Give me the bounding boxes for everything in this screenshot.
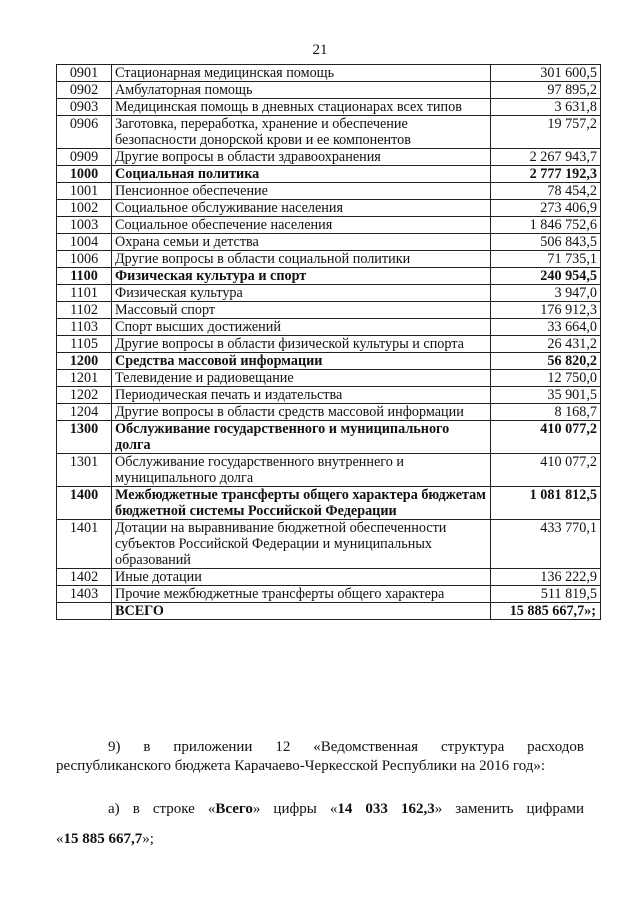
paragraph-a-new-value: 15 885 667,7 bbox=[63, 831, 143, 847]
table-row bbox=[57, 353, 601, 370]
table-row bbox=[57, 487, 601, 520]
table-row bbox=[57, 217, 601, 234]
total-code-cell bbox=[57, 603, 112, 620]
paragraph-a-row-label: Всего bbox=[215, 801, 253, 817]
row-amount: 71 735,1 bbox=[491, 251, 601, 268]
row-amount: 26 431,2 bbox=[491, 336, 601, 353]
row-code: 0902 bbox=[57, 82, 112, 99]
row-amount: 301 600,5 bbox=[491, 65, 601, 82]
row-name: Охрана семьи и детства bbox=[112, 234, 491, 251]
row-name: Пенсионное обеспечение bbox=[112, 183, 491, 200]
table-row bbox=[57, 183, 601, 200]
paragraph-a-line2-prefix: « bbox=[56, 831, 64, 847]
row-name: Обслуживание государственного внутреннего и муниципального долга bbox=[112, 454, 491, 487]
paragraph-a-old-value: 14 033 162,3 bbox=[337, 801, 435, 817]
table-row bbox=[57, 82, 601, 99]
row-amount: 1 081 812,5 bbox=[491, 487, 601, 520]
row-code: 1101 bbox=[57, 285, 112, 302]
table-row bbox=[57, 370, 601, 387]
row-name: Другие вопросы в области здравоохранения bbox=[112, 149, 491, 166]
row-name: Периодическая печать и издательства bbox=[112, 387, 491, 404]
row-name: Медицинская помощь в дневных стационарах всех типов bbox=[112, 99, 491, 116]
row-amount: 1 846 752,6 bbox=[491, 217, 601, 234]
row-amount: 12 750,0 bbox=[491, 370, 601, 387]
row-code: 1001 bbox=[57, 183, 112, 200]
row-name: Физическая культура и спорт bbox=[112, 268, 491, 285]
row-amount: 240 954,5 bbox=[491, 268, 601, 285]
paragraph-a-line2 bbox=[56, 830, 584, 848]
table-row bbox=[57, 200, 601, 217]
row-name: Социальное обеспечение населения bbox=[112, 217, 491, 234]
total-label: ВСЕГО bbox=[112, 603, 491, 620]
budget-table bbox=[56, 64, 601, 620]
row-code: 1204 bbox=[57, 404, 112, 421]
row-name: Социальное обслуживание населения bbox=[112, 200, 491, 217]
row-amount: 56 820,2 bbox=[491, 353, 601, 370]
row-code: 1003 bbox=[57, 217, 112, 234]
table-row bbox=[57, 149, 601, 166]
row-code: 1402 bbox=[57, 569, 112, 586]
row-name: Заготовка, переработка, хранение и обеспечение безопасности донорской крови и ее компонентов bbox=[112, 116, 491, 149]
paragraph-a-middle: » цифры « bbox=[252, 801, 338, 817]
row-code: 0909 bbox=[57, 149, 112, 166]
row-amount: 410 077,2 bbox=[491, 454, 601, 487]
table-row bbox=[57, 285, 601, 302]
row-name: Обслуживание государственного и муниципального долга bbox=[112, 421, 491, 454]
table-row bbox=[57, 251, 601, 268]
table-row bbox=[57, 65, 601, 82]
row-amount: 8 168,7 bbox=[491, 404, 601, 421]
row-amount: 35 901,5 bbox=[491, 387, 601, 404]
row-code: 1202 bbox=[57, 387, 112, 404]
row-amount: 433 770,1 bbox=[491, 520, 601, 569]
row-code: 1301 bbox=[57, 454, 112, 487]
table-row bbox=[57, 319, 601, 336]
total-row bbox=[57, 603, 601, 620]
row-code: 1004 bbox=[57, 234, 112, 251]
row-code: 1200 bbox=[57, 353, 112, 370]
row-code: 0906 bbox=[57, 116, 112, 149]
table-row bbox=[57, 421, 601, 454]
table-row bbox=[57, 404, 601, 421]
row-code: 1002 bbox=[57, 200, 112, 217]
row-amount: 410 077,2 bbox=[491, 421, 601, 454]
row-code: 1006 bbox=[57, 251, 112, 268]
row-amount: 136 222,9 bbox=[491, 569, 601, 586]
row-amount: 19 757,2 bbox=[491, 116, 601, 149]
paragraph-a-line2-suffix: »; bbox=[142, 831, 154, 847]
row-amount: 78 454,2 bbox=[491, 183, 601, 200]
table-row bbox=[57, 268, 601, 285]
row-code: 1400 bbox=[57, 487, 112, 520]
row-amount: 506 843,5 bbox=[491, 234, 601, 251]
row-name: Другие вопросы в области средств массовой информации bbox=[112, 404, 491, 421]
row-name: Другие вопросы в области физической культуры и спорта bbox=[112, 336, 491, 353]
paragraph-a-prefix: а) в строке « bbox=[108, 801, 216, 817]
table-row bbox=[57, 387, 601, 404]
paragraph-9-line2: республиканского бюджета Карачаево-Черкесской Республики на 2016 год»: bbox=[56, 758, 546, 774]
row-name: Межбюджетные трансферты общего характера бюджетам бюджетной системы Российской Федерации bbox=[112, 487, 491, 520]
page-number: 21 bbox=[312, 42, 328, 58]
row-amount: 2 267 943,7 bbox=[491, 149, 601, 166]
table-row bbox=[57, 336, 601, 353]
row-name: Спорт высших достижений bbox=[112, 319, 491, 336]
row-name: Прочие межбюджетные трансферты общего характера bbox=[112, 586, 491, 603]
row-code: 1103 bbox=[57, 319, 112, 336]
row-name: Другие вопросы в области социальной политики bbox=[112, 251, 491, 268]
row-amount: 3 947,0 bbox=[491, 285, 601, 302]
row-name: Массовый спорт bbox=[112, 302, 491, 319]
row-code: 0901 bbox=[57, 65, 112, 82]
row-code: 1403 bbox=[57, 586, 112, 603]
table-row bbox=[57, 166, 601, 183]
row-name: Физическая культура bbox=[112, 285, 491, 302]
row-code: 1000 bbox=[57, 166, 112, 183]
row-name: Социальная политика bbox=[112, 166, 491, 183]
table-row bbox=[57, 116, 601, 149]
table-row bbox=[57, 99, 601, 116]
row-amount: 2 777 192,3 bbox=[491, 166, 601, 183]
row-code: 1201 bbox=[57, 370, 112, 387]
row-code: 0903 bbox=[57, 99, 112, 116]
row-name: Иные дотации bbox=[112, 569, 491, 586]
table-row bbox=[57, 520, 601, 569]
row-amount: 511 819,5 bbox=[491, 586, 601, 603]
table-row bbox=[57, 234, 601, 251]
row-name: Амбулаторная помощь bbox=[112, 82, 491, 99]
total-amount: 15 885 667,7»; bbox=[491, 603, 601, 620]
row-amount: 97 895,2 bbox=[491, 82, 601, 99]
row-code: 1100 bbox=[57, 268, 112, 285]
row-name: Средства массовой информации bbox=[112, 353, 491, 370]
budget-table-body bbox=[57, 65, 601, 620]
row-code: 1102 bbox=[57, 302, 112, 319]
row-code: 1401 bbox=[57, 520, 112, 569]
row-code: 1300 bbox=[57, 421, 112, 454]
row-amount: 176 912,3 bbox=[491, 302, 601, 319]
row-name: Телевидение и радиовещание bbox=[112, 370, 491, 387]
row-amount: 33 664,0 bbox=[491, 319, 601, 336]
table-row bbox=[57, 569, 601, 586]
paragraph-a-line1 bbox=[56, 800, 584, 818]
paragraph-a-suffix: » заменить цифрами bbox=[434, 801, 585, 817]
row-name: Стационарная медицинская помощь bbox=[112, 65, 491, 82]
table-row bbox=[57, 454, 601, 487]
paragraph-9-line1: 9) в приложении 12 «Ведомственная структура расходов bbox=[108, 739, 584, 755]
row-name: Дотации на выравнивание бюджетной обеспеченности субъектов Российской Федерации и муниципальных образований bbox=[112, 520, 491, 569]
table-row bbox=[57, 586, 601, 603]
table-row bbox=[57, 302, 601, 319]
row-code: 1105 bbox=[57, 336, 112, 353]
row-amount: 3 631,8 bbox=[491, 99, 601, 116]
row-amount: 273 406,9 bbox=[491, 200, 601, 217]
